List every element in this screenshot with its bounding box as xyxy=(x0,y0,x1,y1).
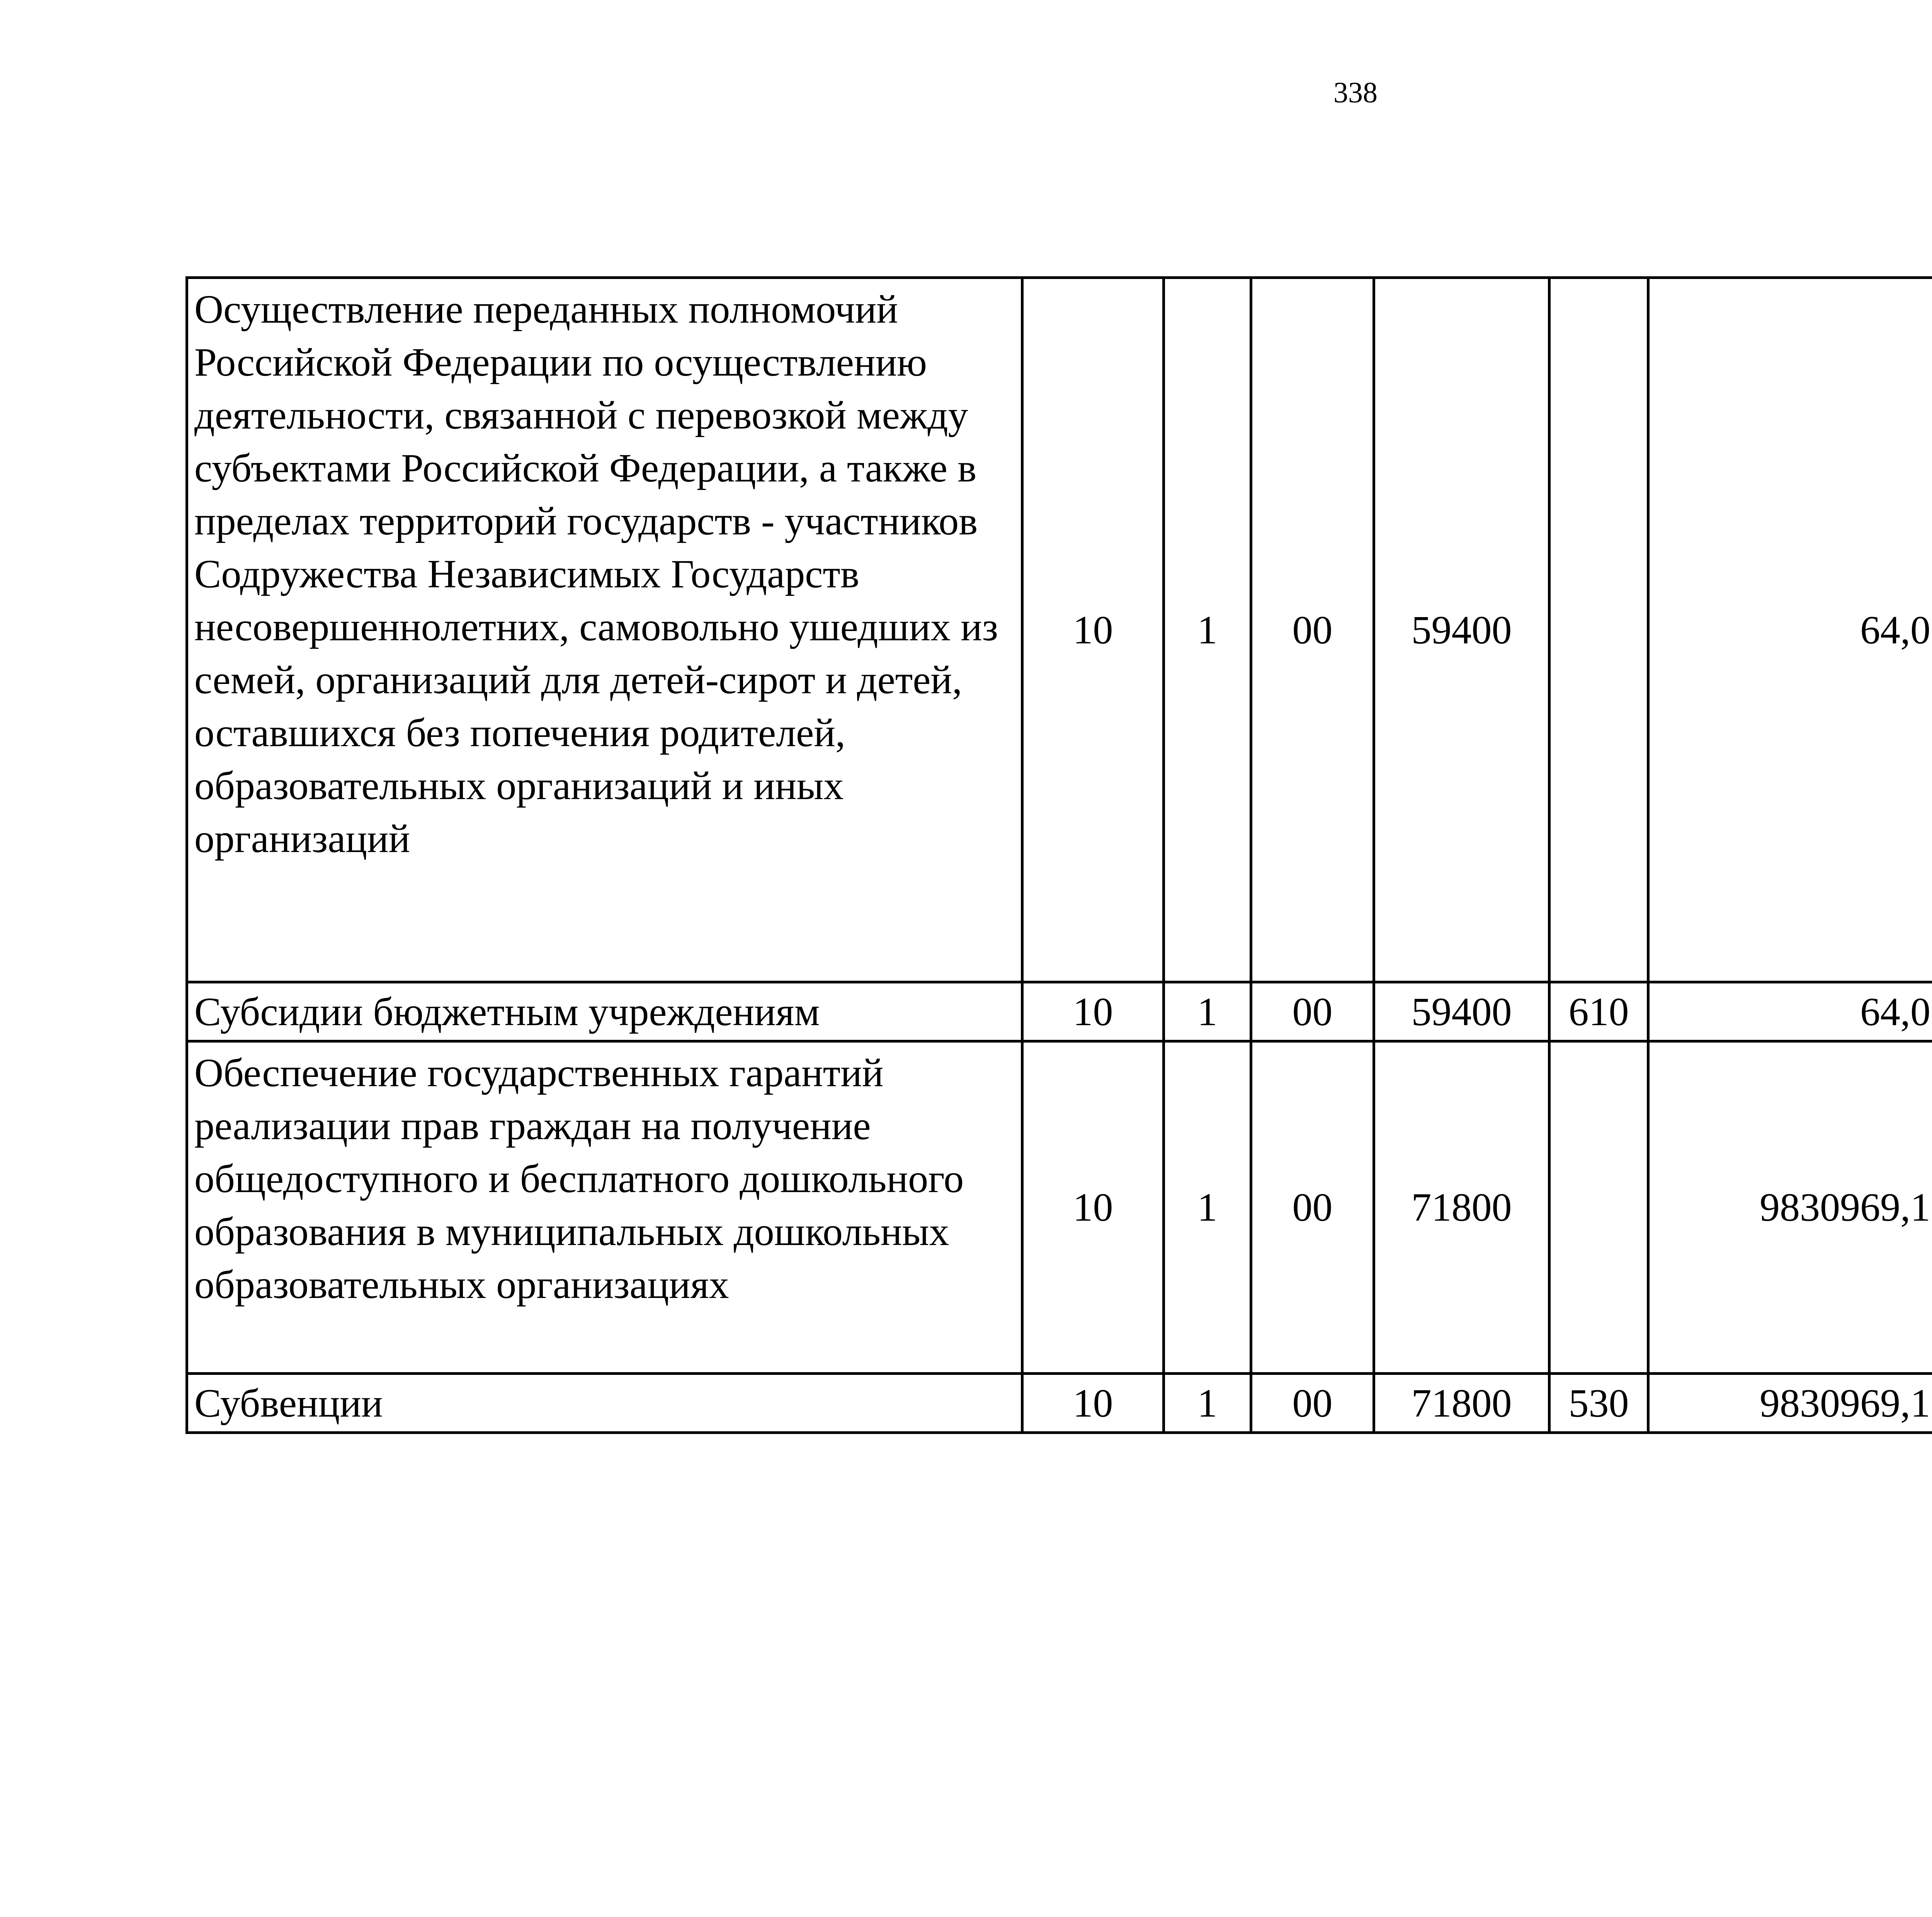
row-subsection: 1 xyxy=(1164,982,1251,1041)
row-expense-type: 530 xyxy=(1549,1374,1648,1433)
row-amount-1: 9830969,1 xyxy=(1648,1374,1932,1433)
row-subsection: 1 xyxy=(1164,1041,1251,1374)
budget-table xyxy=(185,276,1932,1434)
row-subsection: 1 xyxy=(1164,278,1251,982)
row-amount-1: 9830969,1 xyxy=(1648,1041,1932,1374)
row-target-code: 59400 xyxy=(1374,278,1549,982)
row-expense-type xyxy=(1549,278,1648,982)
row-amount-1: 64,0 xyxy=(1648,278,1932,982)
row-target-code: 71800 xyxy=(1374,1374,1549,1433)
row-expense-type xyxy=(1549,1041,1648,1374)
row-program-code: 00 xyxy=(1251,278,1374,982)
row-amount-1: 64,0 xyxy=(1648,982,1932,1041)
row-section: 10 xyxy=(1022,278,1164,982)
row-name: Субсидии бюджетным учреждениям xyxy=(187,982,1022,1041)
row-program-code: 00 xyxy=(1251,1041,1374,1374)
row-section: 10 xyxy=(1022,1374,1164,1433)
table-row xyxy=(187,982,1932,1041)
row-target-code: 59400 xyxy=(1374,982,1549,1041)
table-row xyxy=(187,278,1932,982)
row-section: 10 xyxy=(1022,1041,1164,1374)
row-name: Обеспечение государственных гарантий реализации прав граждан на получение общедоступного и бесплатного дошкольного образования в муниципальных дошкольных образовательных организациях xyxy=(187,1041,1022,1374)
row-section: 10 xyxy=(1022,982,1164,1041)
row-target-code: 71800 xyxy=(1374,1041,1549,1374)
row-name: Осуществление переданных полномочий Российской Федерации по осуществлению деятельности, связанной с перевозкой между субъектами Российской Федерации, а также в пределах территорий государств - участников Содружества Независимых Государств несовершеннолетних, самовольно ушедших из семей, организаций для детей-сирот и детей, оставшихся без попечения родителей, образовательных организаций и иных организаций xyxy=(187,278,1022,982)
row-subsection: 1 xyxy=(1164,1374,1251,1433)
page-number: 338 xyxy=(1333,77,1378,109)
row-program-code: 00 xyxy=(1251,982,1374,1041)
row-expense-type: 610 xyxy=(1549,982,1648,1041)
row-name: Субвенции xyxy=(187,1374,1022,1433)
table-row xyxy=(187,1041,1932,1374)
row-program-code: 00 xyxy=(1251,1374,1374,1433)
table-row xyxy=(187,1374,1932,1433)
